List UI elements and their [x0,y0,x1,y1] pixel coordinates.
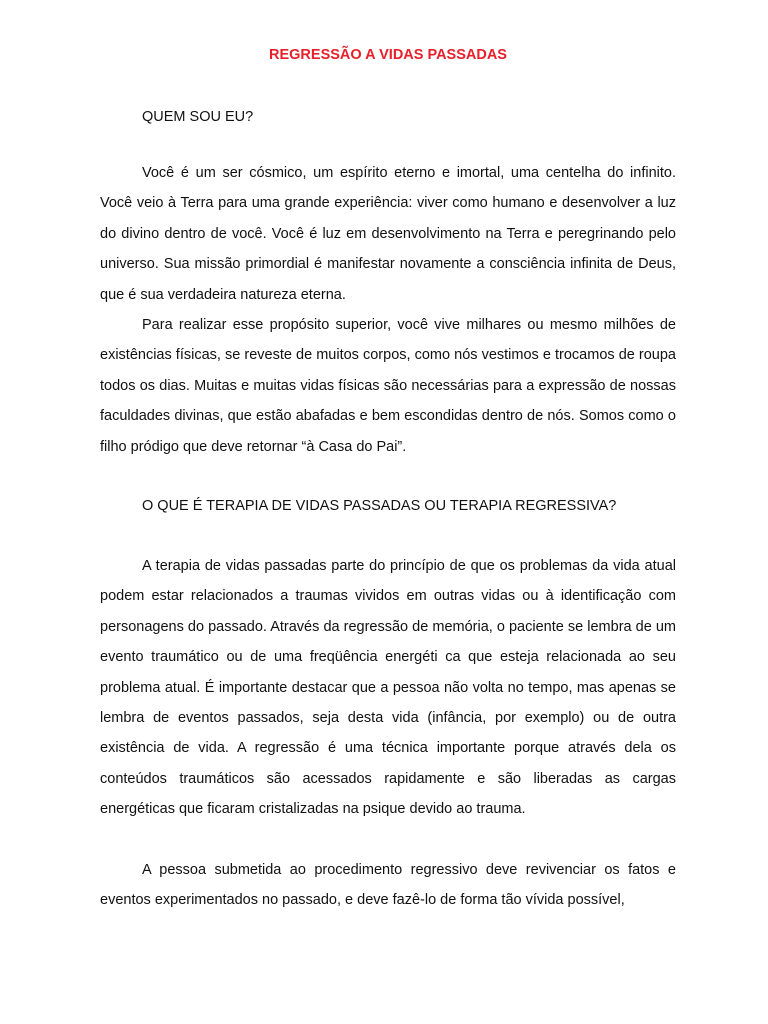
section-heading-quem-sou-eu: QUEM SOU EU? [142,109,254,125]
paragraph-3: A terapia de vidas passadas parte do princípio de que os problemas da vida atual podem estar relacionados a traumas vividos em outras vidas ou à identificação com personagens do passado. Através da regressão de memória, o paciente se lembra de um evento traumático ou de uma freqüência energéti ca que esteja relacionada ao seu problema atual. É importante destacar que a pessoa não volta no tempo, mas apenas se lembra de eventos passados, seja desta vida (infância, por exemplo) ou de outra existência de vida. A regressão é uma técnica importante porque através dela os conteúdos traumáticos são acessados rapidamente e são liberadas as cargas energéticas que ficaram cristalizadas na psique devido ao trauma. [100,558,676,818]
paragraph-1: Você é um ser cósmico, um espírito eterno e imortal, uma centelha do infinito. Você veio à Terra para uma grande experiência: viver como humano e desenvolver a luz do divino dentro de você. Você é luz em desenvolvimento na Terra e peregrinando pelo universo. Sua missão primordial é manifestar novamente a consciência infinita de Deus, que é sua verdadeira natureza eterna. [100,165,676,303]
document-title: REGRESSÃO A VIDAS PASSADAS [269,47,507,63]
section-heading-terapia: O QUE É TERAPIA DE VIDAS PASSADAS OU TERAPIA REGRESSIVA? [142,498,617,514]
paragraph-2: Para realizar esse propósito superior, você vive milhares ou mesmo milhões de existências físicas, se reveste de muitos corpos, como nós vestimos e trocamos de roupa todos os dias. Muitas e muitas vidas físicas são necessárias para a expressão de nossas faculdades divinas, que estão abafadas e bem escondidas dentro de nós. Somos como o filho pródigo que deve retornar “à Casa do Pai”. [100,317,676,455]
paragraph-4: A pessoa submetida ao procedimento regressivo deve revivenciar os fatos e eventos experimentados no passado, e deve fazê-lo de forma tão vívida possível, [100,862,676,909]
